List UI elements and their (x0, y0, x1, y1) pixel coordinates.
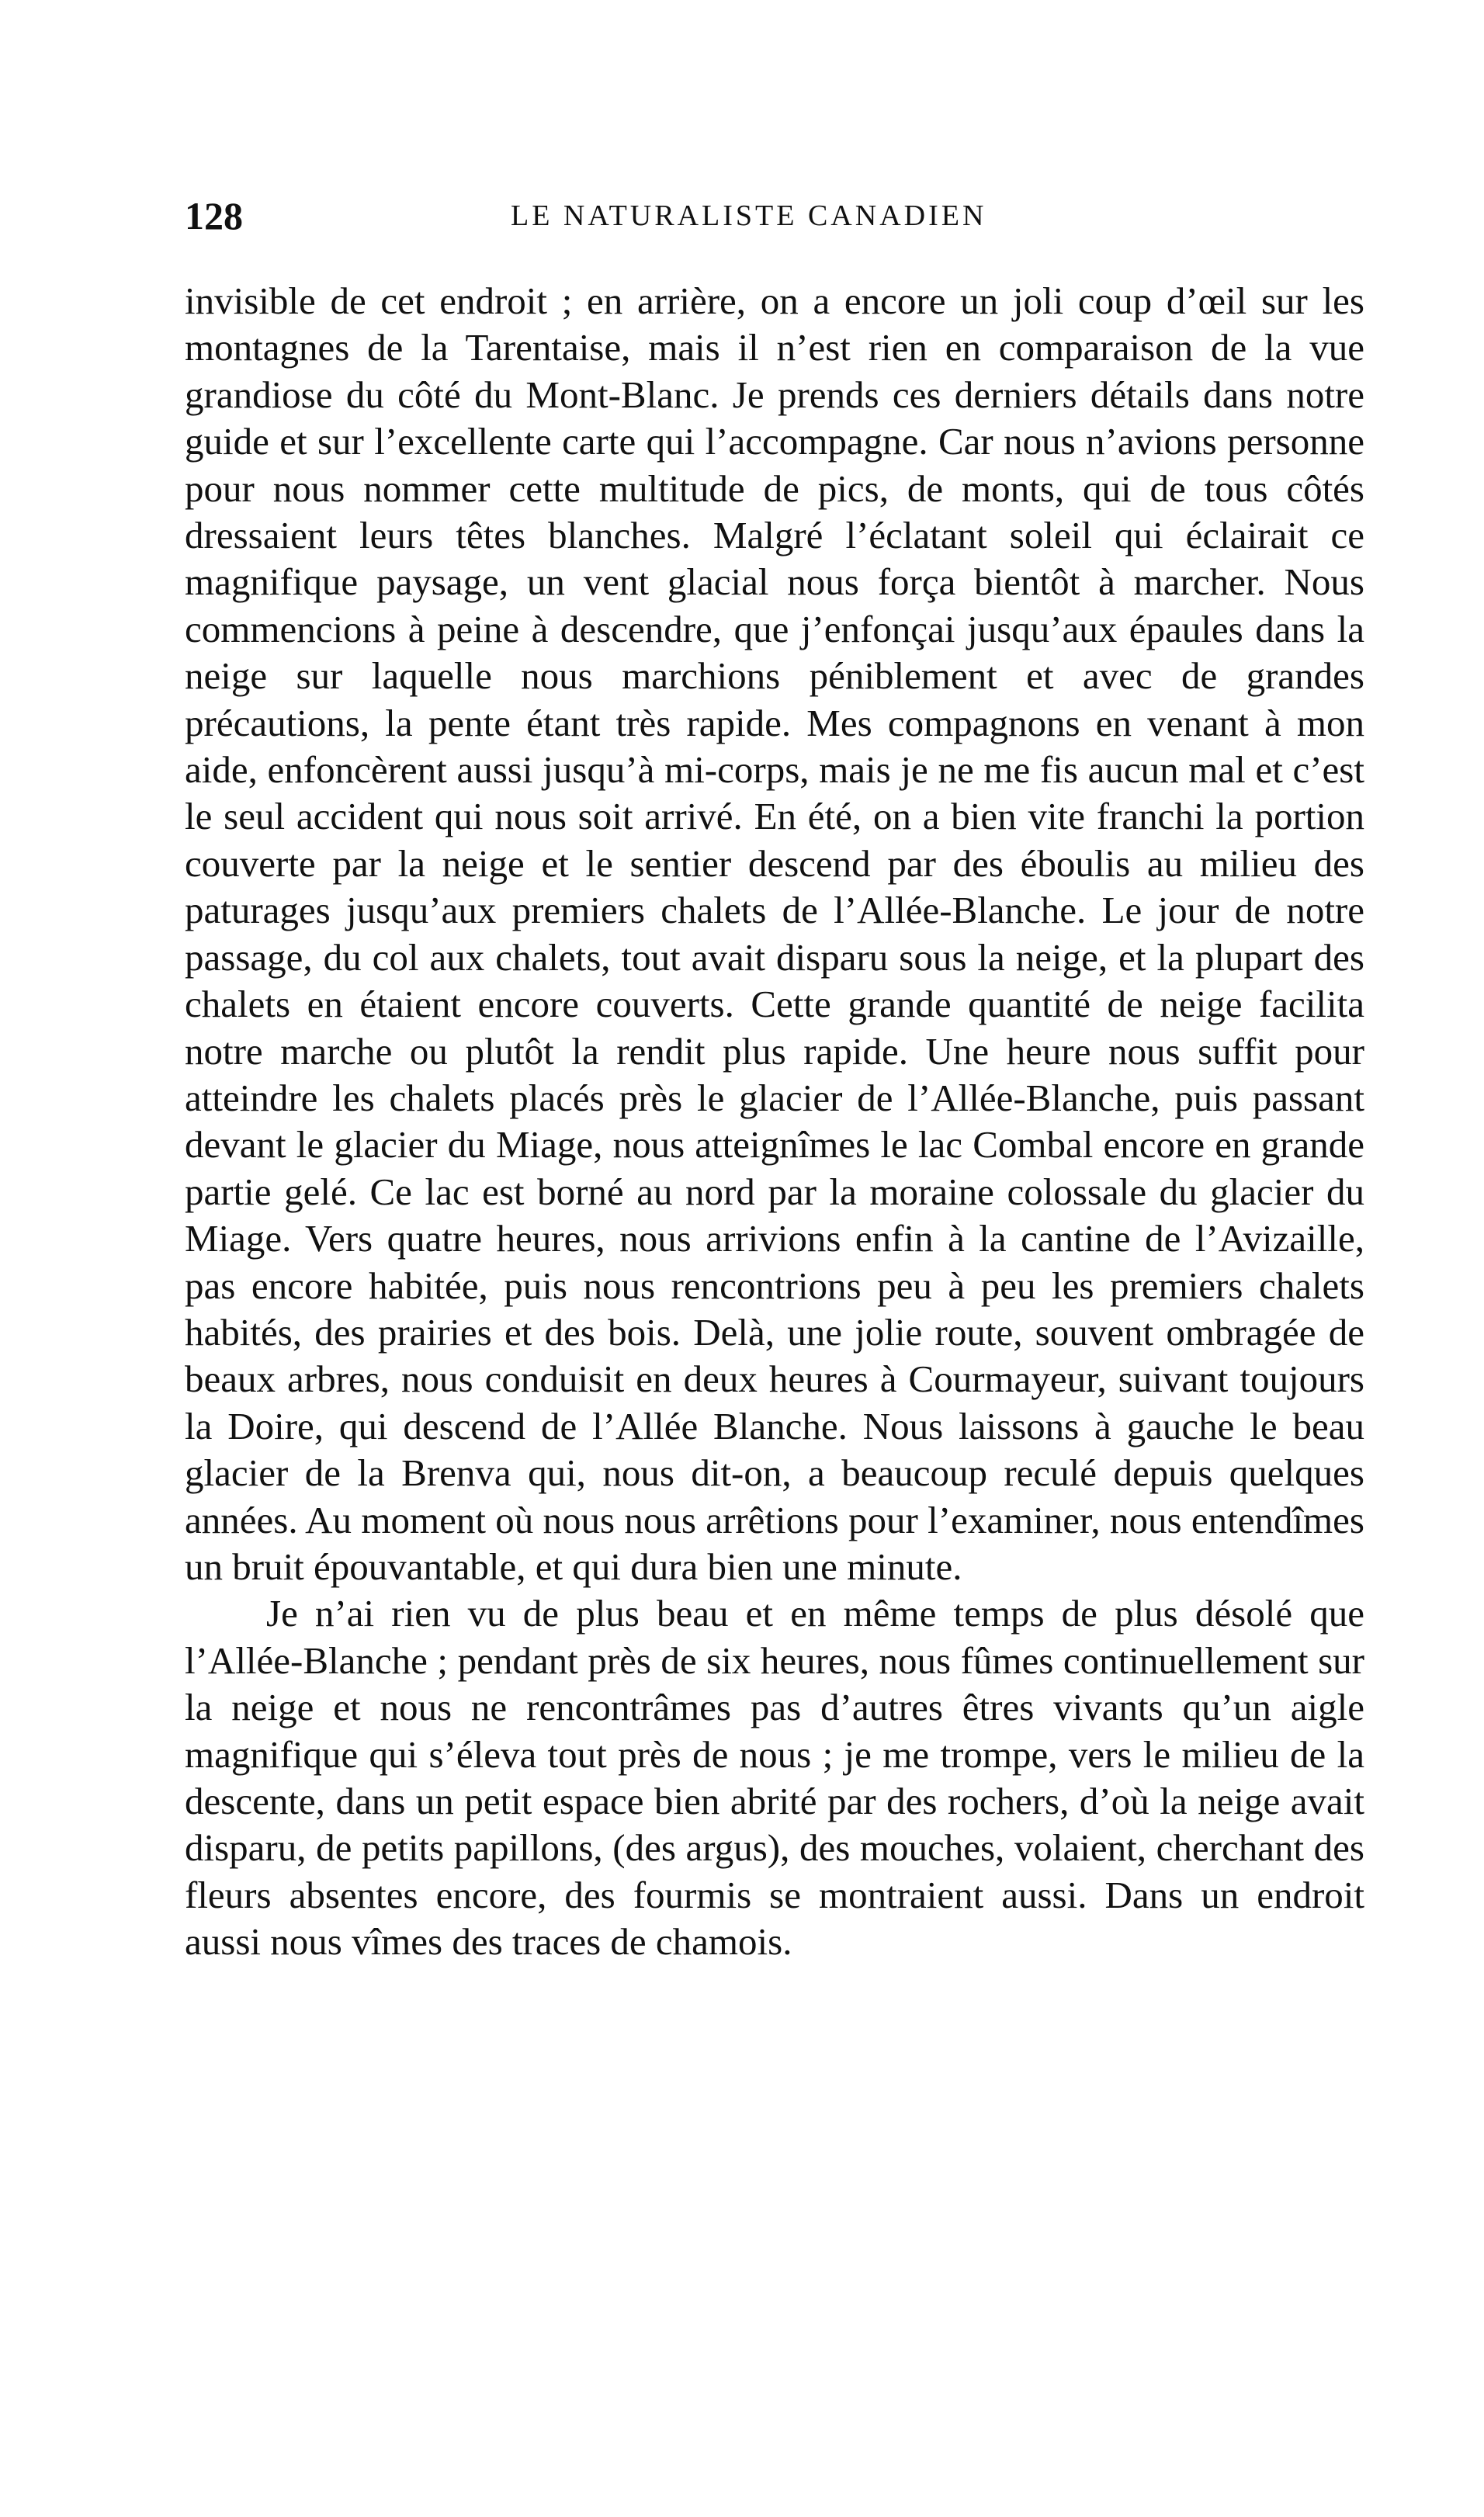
paragraph: invisible de cet endroit ; en arrière, on a encore un joli coup d’œil sur les montagnes de la Tarentaise, mais il n’est rien en comparaison de la vue grandiose du côté du Mont-Blanc. Je prends ces derniers détails dans notre guide et sur l’excellente carte qui l’accompagne. Car nous n’avions personne pour nous nommer cette multitude de pics, de monts, qui de tous côtés dressaient leurs têtes blanches. Malgré l’éclatant soleil qui éclairait ce magnifique paysage, un vent glacial nous força bientôt à marcher. Nous commencions à peine à descendre, que j’enfonçai jusqu’aux épaules dans la neige sur laquelle nous marchions péniblement et avec de grandes précautions, la pente étant très rapide. Mes compagnons en venant à mon aide, enfoncèrent aussi jusqu’à mi-corps, mais je ne me fis aucun mal et c’est le seul accident qui nous soit arrivé. En été, on a bien vite franchi la portion couverte par la neige et le sentier descend par des éboulis au milieu des paturages jusqu’aux premiers chalets de l’Allée-Blanche. Le jour de notre passage, du col aux chalets, tout avait disparu sous la neige, et la plupart des chalets en étaient encore couverts. Cette grande quantité de neige facilita notre marche ou plutôt la rendit plus rapide. Une heure nous suffit pour atteindre les chalets placés près le glacier de l’Allée-Blanche, puis passant devant le glacier du Miage, nous atteignîmes le lac Combal encore en grande partie gelé. Ce lac est borné au nord par la moraine colossale du glacier du Miage. Vers quatre heures, nous arrivions enfin à la cantine de l’Avizaille, pas encore habitée, puis nous rencontrions peu à peu les premiers chalets habités, des prairies et des bois. Delà, une jolie route, souvent ombragée de beaux arbres, nous conduisit en deux heures à Courmayeur, suivant toujours la Doire, qui descend de l’Allée Blanche. Nous laissons à gauche le beau glacier de la Brenva qui, nous dit-on, a beaucoup reculé depuis quelques années. Au moment où nous nous arrêtions pour l’examiner, nous entendîmes un bruit épouvantable, et qui dura bien une minute. (185, 279, 1364, 1588)
running-title: LE NATURALISTE CANADIEN (511, 199, 987, 232)
paragraph: Je n’ai rien vu de plus beau et en même temps de plus désolé que l’Allée-Blanche ; pendant près de six heures, nous fûmes continuellement sur la neige et nous ne rencontrâmes pas d’autres êtres vivants qu’un aigle magnifique qui s’éleva tout près de nous ; je me trompe, vers le milieu de la descente, dans un petit espace bien abrité par des rochers, d’où la neige avait disparu, de petits papillons, (des argus), des mouches, volaient, cherchant des fleurs absentes encore, des fourmis se montraient aussi. Dans un endroit aussi nous vîmes des traces de chamois. (185, 1592, 1364, 1964)
body-text (185, 278, 1364, 1966)
page-header (185, 185, 1364, 247)
page-number: 128 (185, 194, 243, 237)
